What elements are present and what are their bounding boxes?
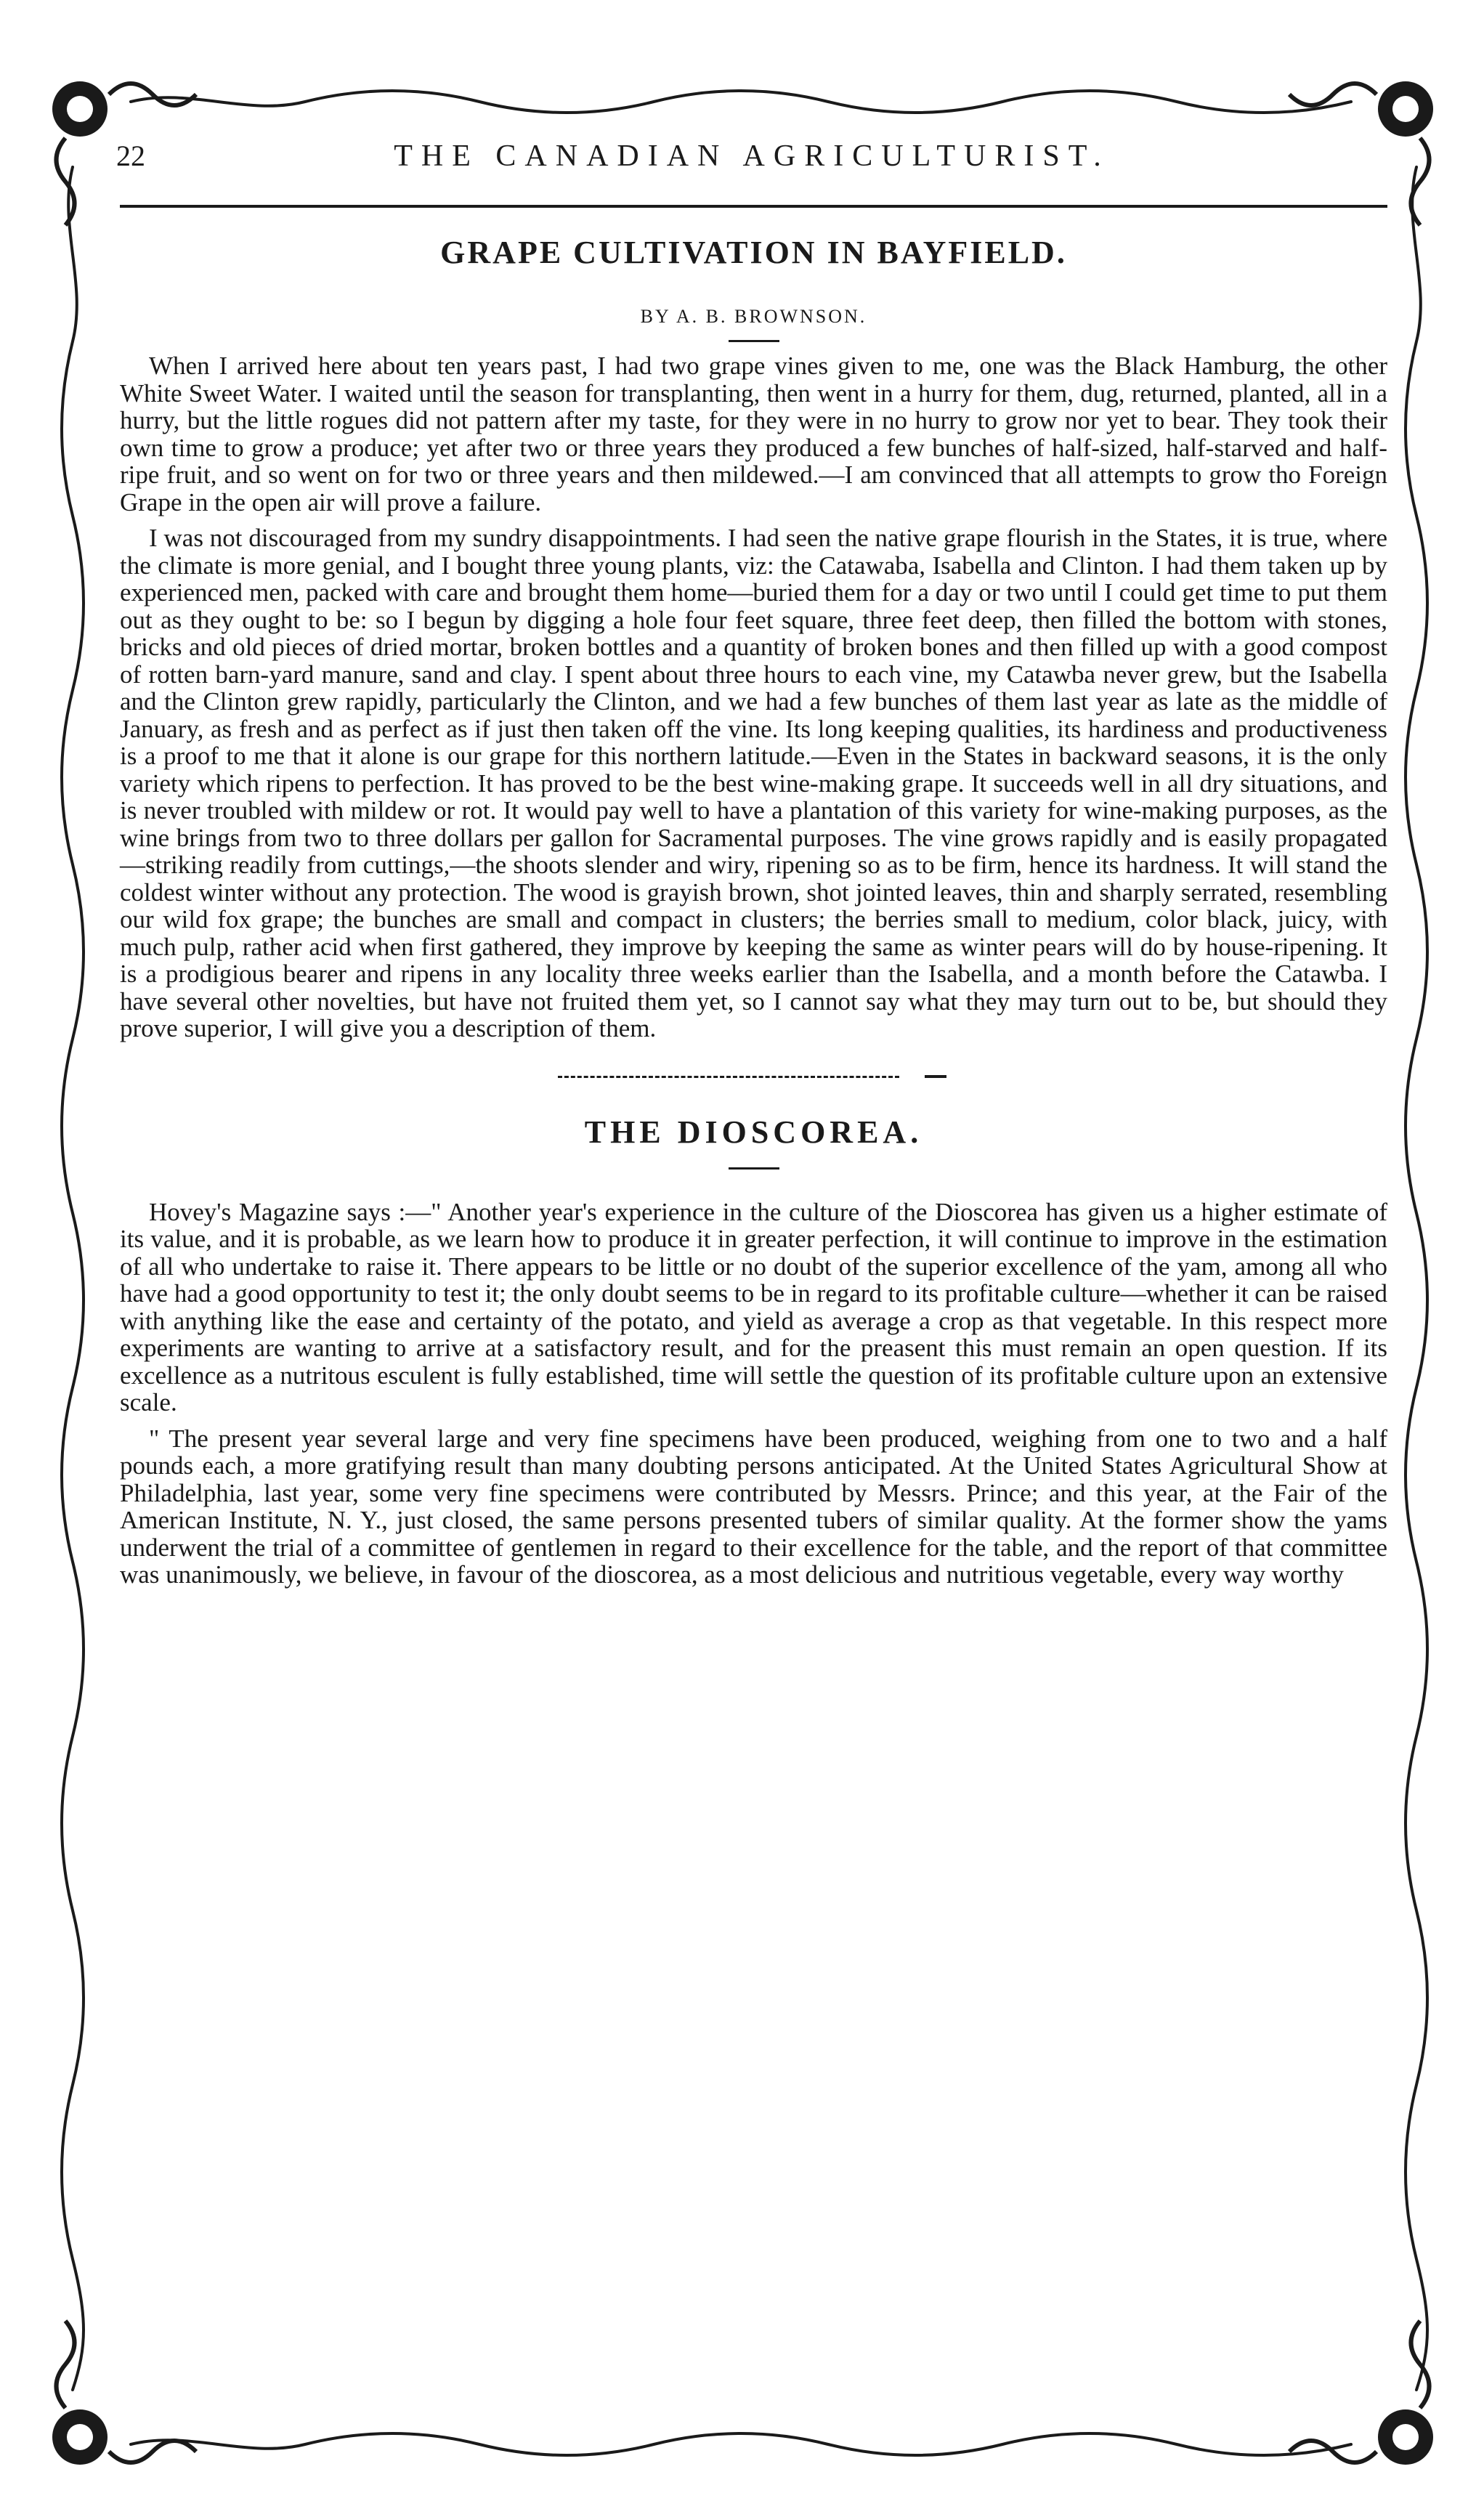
dioscorea-paragraph-1: Hovey's Magazine says :—" Another year's experience in the culture of the Dioscorea has given us a higher estimate of its value, and it is probable, as we learn how to produce it in greater perfection, it will continue to improve in the estimation of all who undertake to raise it. There appears to be little or no doubt of the superior excellence of the yam, among all who have had a good opportunity to test it; the only doubt seems to be in regard to its profitable culture—whether it can be raised with anything like the ease and certainty of the potato, and yield as average a crop as that vegetable. In this respect more experiments are wanting to arrive at a satisfactory result, and for the preasent this must remain an open question. If its excellence as a nutritous esculent is fully established, time will settle the question of its profitable culture upon an extensive scale.: [120, 1197, 1387, 1416]
article-title-dioscorea: THE DIOSCOREA.: [584, 1114, 923, 1150]
divider-dash-end: [925, 1075, 946, 1078]
page-content: [120, 231, 1387, 1597]
section-divider: [558, 1071, 950, 1082]
grape-paragraph-2: I was not discouraged from my sundry disappointments. I had seen the native grape flourish in the States, it is true, where the climate is more genial, and I bought three young plants, viz: the Catawaba, Isabella and Clinton. I had them taken up by experienced men, packed with care and brought them home—buried them for a day or two until I could get time to put them out as they ought to be: so I begun by digging a hole four feet square, three feet deep, then filled the bottom with stones, bricks and old pieces of dried mortar, broken bottles and a quantity of broken bones and then filled up with a good compost of rotten barn-yard manure, sand and clay. I spent about three hours to each vine, my Catawba never grew, but the Isabella and the Clinton grew rapidly, particularly the Clinton, and we had a few bunches of them last year as late as the middle of January, as fresh and as perfect as if just then taken off the vine. Its long keeping qualities, its hardiness and productiveness is a proof to me that it alone is our grape for this northern latitude.—Even in the States in backward seasons, it is the only variety which ripens to perfection. It has proved to be the best wine-making grape. It succeeds well in all dry situations, and is never troubled with mildew or rot. It would pay well to have a plantation of this variety for wine-making purposes, as the wine brings from two to three dollars per gallon for Sacramental purposes. The vine grows rapidly and is easily propagated—striking readily from cuttings,—the shoots slender and wiry, ripening so as to be firm, hence its hardness. It will stand the coldest winter without any protection. The wood is grayish brown, shot jointed leaves, thin and sharply serrated, resembling our wild fox grape; the bunches are small and compact in clusters; the berries small to medium, color black, juicy, with much pulp, rather acid when first gathered, they improve by keeping the same as winter pears will do by house-ripening. It is a prodigious bearer and ripens in any locality three weeks earlier than the Isabella, and a month before the Catawba. I have several other novelties, but have not fruited them yet, so I cannot say what they may turn out to be, but should they prove superior, I will give you a description of them.: [120, 524, 1387, 1042]
byline: BY A. B. BROWNSON.: [640, 306, 867, 327]
dioscorea-paragraph-2: " The present year several large and very fine specimens have been produced, weighing from one to two and a half pounds each, a more gratifying result than many doubting persons anticipated. At the United States Agricultural Show at Philadelphia, last year, some very fine specimens were contributed by Messrs. Prince; and this year, at the Fair of the American Institute, N. Y., just closed, the same persons presented tubers of similar quality. At the former show the yams underwent the trial of a committee of gentlemen in regard to their excellence for the table, and the report of that committee was unanimously, we believe, in favour of the dioscorea, as a most delicious and nutritious vegetable, every way worthy: [120, 1424, 1387, 1589]
title-rule: [729, 1167, 779, 1170]
divider-dashes: [558, 1076, 899, 1078]
header-rule: [120, 205, 1387, 208]
running-head: THE CANADIAN AGRICULTURIST.: [394, 139, 1110, 173]
byline-rule: [729, 340, 779, 342]
article-title-grape: GRAPE CULTIVATION IN BAYFIELD.: [440, 235, 1067, 270]
page-number: 22: [116, 139, 145, 172]
grape-paragraph-1: When I arrived here about ten years past, I had two grape vines given to me, one was the Black Hamburg, the other White Sweet Water. I waited until the season for transplanting, then went in a hurry for them, dug, returned, planted, all in a hurry, but the little rogues did not pattern after my taste, for they were in no hurry to grow nor yet to bear. They took their own time to grow a produce; yet after two or three years they produced a few bunches of half-sized, half-starved and half-ripe fruit, and so went on for two or three years and then mildewed.—I am convinced that all attempts to grow tho Foreign Grape in the open air will prove a failure.: [120, 352, 1387, 516]
page-header: [109, 134, 1395, 178]
